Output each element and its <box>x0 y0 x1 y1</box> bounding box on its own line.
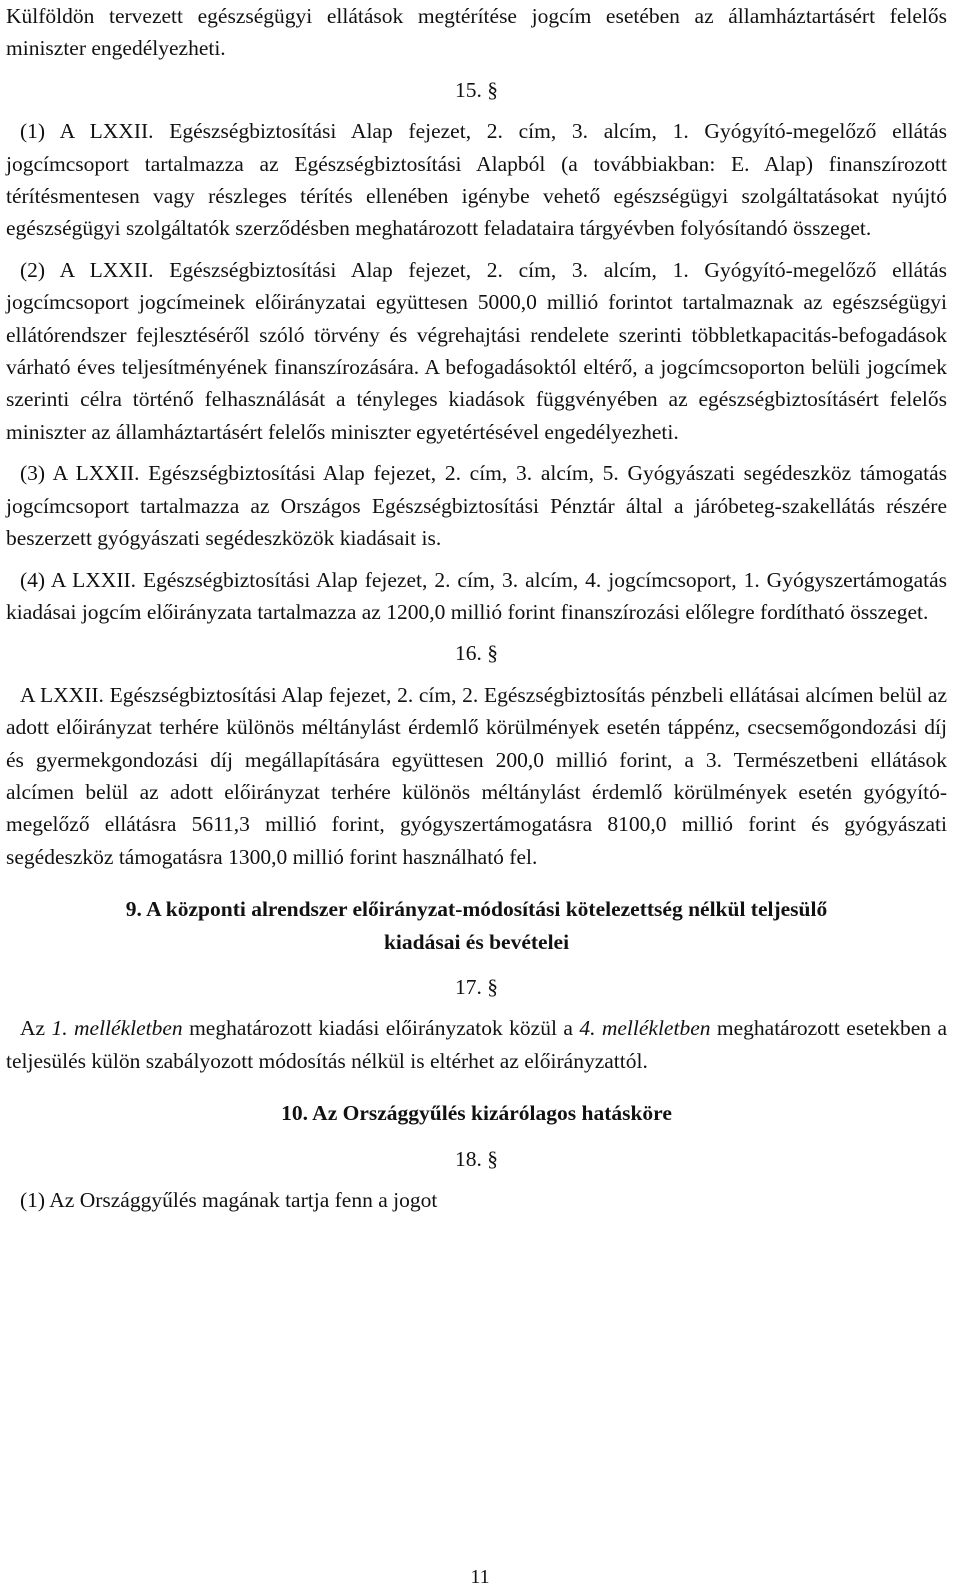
chapter-10-heading: 10. Az Országgyűlés kizárólagos hatásköre <box>281 1101 672 1126</box>
section-17-text-b: meghatározott kiadási előirányzatok közül a <box>182 1016 580 1041</box>
paragraph-intro: Külföldön tervezett egészségügyi ellátások megtérítése jogcím esetében az államháztartásért felelős miniszter engedélyezheti. <box>6 4 947 61</box>
section-15-paragraph-1: (1) A LXXII. Egészségbiztosítási Alap fejezet, 2. cím, 3. alcím, 1. Gyógyító-megelőző ellátás jogcímcsoport tartalmazza az Egészségbiztosítási Alapból (a továbbiakban: E. Alap) finanszírozott térítésmentesen vagy részleges térítés ellenében igénybe vehető egészségügyi szolgáltatásokat nyújtó egészségügyi szolgáltatók szerződésben meghatározott feladataira tárgyévben folyósítandó összeget. <box>6 119 947 241</box>
chapter-9-heading-line-2: kiadásai és bevételei <box>383 929 570 954</box>
section-17-paragraph-1 <box>6 1012 947 1077</box>
section-17-text-c: meghatározott esetekben a teljesülés külön szabályozott módosítás nélkül is eltérhet az előirányzattól. <box>6 1016 947 1073</box>
annex-4-reference: 4. mellékletben <box>579 1016 711 1041</box>
page-number: 11 <box>470 1566 490 1588</box>
section-17-title: 17. § <box>455 974 498 999</box>
section-18-paragraph-1: (1) Az Országgyűlés magának tartja fenn a jogot <box>20 1188 438 1212</box>
section-16-paragraph-1: A LXXII. Egészségbiztosítási Alap fejezet, 2. cím, 2. Egészségbiztosítás pénzbeli ellátásai alcímen belül az adott előirányzat terhére különös méltánylást érdemlő körülmények esetén táppénz, csecsemőgondozási díj és gyermekgondozási díj megállapítására együttesen 200,0 millió forint, a 3. Természetbeni ellátások alcímen belül az adott előirányzat terhére különös méltánylást érdemlő körülmények esetén gyógyító-megelőző ellátásra 5611,3 millió forint, gyógyszertámogatásra 8100,0 millió forint és gyógyászati segédeszköz támogatásra 1300,0 millió forint használható fel. <box>6 682 947 869</box>
section-17-text-a: Az <box>20 1016 52 1041</box>
section-15-paragraph-4: (4) A LXXII. Egészségbiztosítási Alap fejezet, 2. cím, 3. alcím, 4. jogcímcsoport, 1. Gyógyszertámogatás kiadásai jogcím előirányzata tartalmazza az 1200,0 millió forint finanszírozási előlegre fordítható összeget. <box>6 567 947 624</box>
annex-1-reference: 1. mellékletben <box>51 1016 183 1041</box>
section-18-title: 18. § <box>455 1146 498 1171</box>
document-page <box>6 0 947 1216</box>
chapter-9-heading-line-1: 9. A központi alrendszer előirányzat-módosítási kötelezettség nélkül teljesülő <box>125 897 828 922</box>
section-16-title: 16. § <box>455 641 498 666</box>
section-15-title: 15. § <box>455 77 498 102</box>
section-15-paragraph-2: (2) A LXXII. Egészségbiztosítási Alap fejezet, 2. cím, 3. alcím, 1. Gyógyító-megelőző ellátás jogcímcsoport jogcímeinek előirányzatai együttesen 5000,0 millió forintot tartalmaznak az egészségügyi ellátórendszer fejlesztéséről szóló törvény és végrehajtási rendelete szerinti többletkapacitás-befogadások várható éves teljesítményének finanszírozására. A befogadásoktól eltérő, a jogcímcsoporton belüli jogcímek szerinti célra történő felhasználását a tényleges kiadások függvényében az egészségbiztosításért felelős miniszter az államháztartásért felelős miniszter egyetértésével engedélyezheti. <box>6 257 947 444</box>
section-15-paragraph-3: (3) A LXXII. Egészségbiztosítási Alap fejezet, 2. cím, 3. alcím, 5. Gyógyászati segédeszköz támogatás jogcímcsoport tartalmazza az Országos Egészségbiztosítási Pénztár által a járóbeteg-szakellátás részére beszerzett gyógyászati segédeszközök kiadásait is. <box>6 461 947 551</box>
